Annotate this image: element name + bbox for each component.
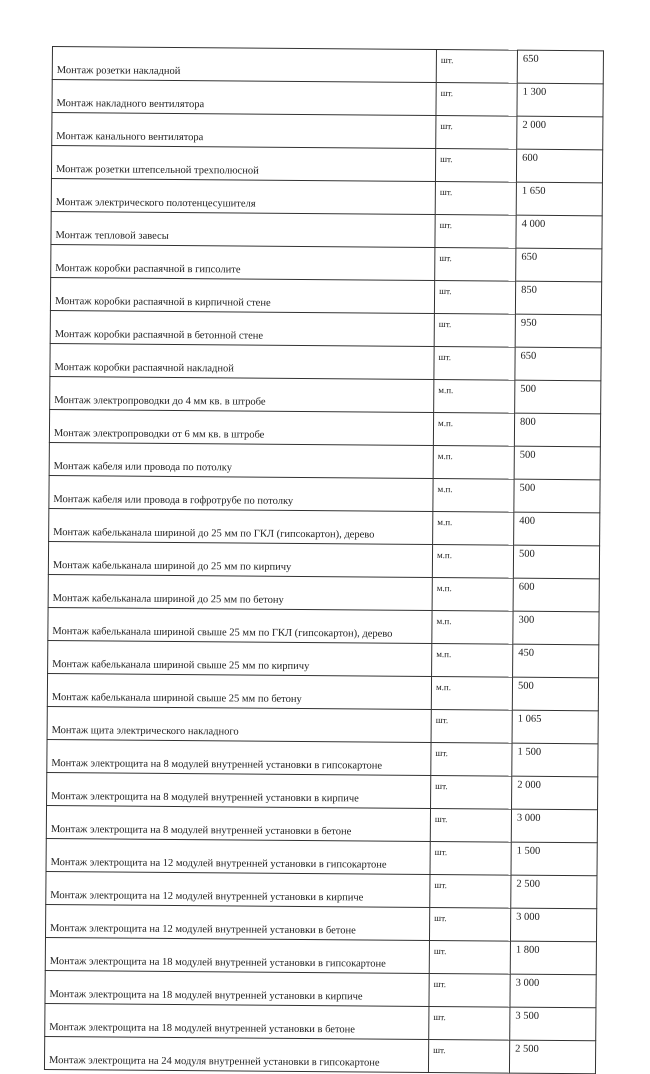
table-row <box>49 442 600 479</box>
table-row <box>48 607 599 644</box>
price-cell: 950 <box>515 314 601 348</box>
table-row <box>46 838 597 875</box>
unit-cell: шт. <box>431 775 512 809</box>
service-name-cell: Монтаж электропроводки от 6 мм кв. в штробе <box>49 409 433 445</box>
table-row <box>51 146 602 183</box>
unit-cell: м.п. <box>432 644 513 678</box>
service-name-cell: Монтаж кабеля или провода в гофротрубе по потолку <box>49 475 433 511</box>
service-name-cell: Монтаж электрощита на 8 модулей внутренней установки в кирпиче <box>47 772 431 808</box>
price-cell: 300 <box>513 611 599 645</box>
unit-cell: шт. <box>436 50 517 84</box>
price-cell: 1 065 <box>512 710 598 744</box>
service-name-cell: Монтаж кабельканала шириной свыше 25 мм по ГКЛ (гипсокартон), дерево <box>48 607 432 643</box>
service-name-cell: Монтаж коробки распаячной накладной <box>50 343 434 379</box>
service-name-cell: Монтаж кабельканала шириной свыше 25 мм по кирпичу <box>48 640 432 676</box>
price-cell: 500 <box>514 446 600 480</box>
unit-cell: шт. <box>429 907 510 941</box>
table-row <box>47 706 598 743</box>
price-cell: 4 000 <box>516 215 602 249</box>
table-row <box>52 47 603 84</box>
table-row <box>50 343 601 380</box>
service-name-cell: Монтаж кабельканала шириной до 25 мм по бетону <box>48 574 432 610</box>
table-row <box>45 937 596 974</box>
unit-cell: шт. <box>434 347 515 381</box>
service-name-cell: Монтаж щита электрического накладного <box>47 706 431 742</box>
unit-cell: м.п. <box>433 413 514 447</box>
table-row <box>47 673 598 710</box>
unit-cell: шт. <box>428 1039 509 1073</box>
price-cell: 3 000 <box>510 908 596 942</box>
price-cell: 2 000 <box>517 116 603 150</box>
unit-cell: шт. <box>430 874 511 908</box>
unit-cell: шт. <box>436 83 517 117</box>
price-cell: 2 500 <box>511 875 597 909</box>
table-row <box>50 310 601 347</box>
table-row <box>47 772 598 809</box>
unit-cell: шт. <box>430 841 511 875</box>
table-row <box>51 178 602 215</box>
unit-cell: шт. <box>431 709 512 743</box>
service-name-cell: Монтаж электрощита на 8 модулей внутренней установки в бетоне <box>46 805 430 841</box>
service-name-cell: Монтаж розетки штепсельной трехполюсной <box>51 146 435 182</box>
unit-cell: м.п. <box>431 677 512 711</box>
service-name-cell: Монтаж коробки распаячной в бетонной стене <box>50 310 434 346</box>
service-name-cell: Монтаж кабеля или провода по потолку <box>49 442 433 478</box>
unit-cell: м.п. <box>433 479 514 513</box>
price-cell: 650 <box>516 248 602 282</box>
unit-cell: м.п. <box>432 611 513 645</box>
table-row <box>46 805 597 842</box>
service-name-cell: Монтаж электрического полотенцесушителя <box>51 178 435 214</box>
table-row <box>49 475 600 512</box>
service-name-cell: Монтаж электрощита на 12 модулей внутренней установки в гипсокартоне <box>46 838 430 874</box>
price-cell: 450 <box>513 644 599 678</box>
price-cell: 600 <box>513 578 599 612</box>
service-name-cell: Монтаж кабельканала шириной свыше 25 мм по бетону <box>47 673 431 709</box>
unit-cell: шт. <box>434 314 515 348</box>
price-cell: 2 000 <box>512 776 598 810</box>
service-name-cell: Монтаж электрощита на 8 модулей внутренней установки в гипсокартоне <box>47 739 431 775</box>
table-row <box>51 211 602 248</box>
table-row <box>50 277 601 314</box>
price-cell: 600 <box>516 149 602 183</box>
unit-cell: м.п. <box>432 578 513 612</box>
unit-cell: шт. <box>435 215 516 249</box>
unit-cell: м.п. <box>433 512 514 546</box>
service-name-cell: Монтаж кабельканала шириной до 25 мм по ГКЛ (гипсокартон), дерево <box>49 508 433 544</box>
service-name-cell: Монтаж коробки распаячной в гипсолите <box>51 244 435 280</box>
unit-cell: шт. <box>435 248 516 282</box>
unit-cell: шт. <box>429 940 510 974</box>
table-row <box>46 871 597 908</box>
unit-cell: шт. <box>436 116 517 150</box>
table-row <box>49 409 600 446</box>
table-row <box>48 640 599 677</box>
price-cell: 800 <box>514 413 600 447</box>
service-name-cell: Монтаж электрощита на 18 модулей внутренней установки в гипсокартоне <box>45 937 429 973</box>
service-name-cell: Монтаж канального вентилятора <box>52 113 436 149</box>
price-cell: 1 800 <box>510 941 596 975</box>
service-name-cell: Монтаж коробки распаячной в кирпичной стене <box>50 277 434 313</box>
table-row <box>48 574 599 611</box>
service-name-cell: Монтаж электрощита на 24 модуля внутренней установки в гипсокартоне <box>44 1036 428 1072</box>
service-name-cell: Монтаж электрощита на 12 модулей внутренней установки в бетоне <box>45 904 429 940</box>
price-cell: 1 500 <box>511 842 597 876</box>
service-name-cell: Монтаж электрощита на 18 модулей внутренней установки в кирпиче <box>45 970 429 1006</box>
table-row <box>52 80 603 117</box>
unit-cell: шт. <box>435 149 516 183</box>
price-cell: 500 <box>512 677 598 711</box>
price-cell: 3 500 <box>510 1007 596 1041</box>
price-cell: 500 <box>514 479 600 513</box>
table-row <box>50 376 601 413</box>
price-cell: 1 650 <box>516 182 602 216</box>
unit-cell: шт. <box>430 808 511 842</box>
unit-cell: м.п. <box>432 545 513 579</box>
table-row <box>52 113 603 150</box>
table-row <box>49 508 600 545</box>
price-cell: 400 <box>514 512 600 546</box>
table-row <box>45 970 596 1007</box>
service-name-cell: Монтаж тепловой завесы <box>51 211 435 247</box>
price-cell: 500 <box>513 545 599 579</box>
table-row <box>44 1036 595 1073</box>
price-cell: 500 <box>515 380 601 414</box>
price-cell: 3 000 <box>510 974 596 1008</box>
price-table-body <box>44 47 603 1074</box>
price-table <box>44 46 604 1074</box>
table-row <box>45 904 596 941</box>
price-cell: 650 <box>515 347 601 381</box>
table-row <box>45 1003 596 1040</box>
unit-cell: м.п. <box>433 446 514 480</box>
unit-cell: шт. <box>429 973 510 1007</box>
price-cell: 3 000 <box>511 809 597 843</box>
unit-cell: шт. <box>434 281 515 315</box>
service-name-cell: Монтаж электропроводки до 4 мм кв. в штробе <box>50 376 434 412</box>
unit-cell: м.п. <box>434 380 515 414</box>
table-row <box>48 541 599 578</box>
price-cell: 1 500 <box>512 743 598 777</box>
table-row <box>47 739 598 776</box>
service-name-cell: Монтаж розетки накладной <box>52 47 436 83</box>
price-cell: 2 500 <box>509 1040 595 1074</box>
price-cell: 850 <box>515 281 601 315</box>
service-name-cell: Монтаж электрощита на 12 модулей внутренней установки в кирпиче <box>46 871 430 907</box>
unit-cell: шт. <box>431 742 512 776</box>
table-row <box>51 244 602 281</box>
unit-cell: шт. <box>429 1006 510 1040</box>
price-cell: 650 <box>517 50 603 84</box>
price-cell: 1 300 <box>517 83 603 117</box>
service-name-cell: Монтаж кабельканала шириной до 25 мм по кирпичу <box>48 541 432 577</box>
service-name-cell: Монтаж электрощита на 18 модулей внутренней установки в бетоне <box>45 1003 429 1039</box>
unit-cell: шт. <box>435 182 516 216</box>
service-name-cell: Монтаж накладного вентилятора <box>52 80 436 116</box>
